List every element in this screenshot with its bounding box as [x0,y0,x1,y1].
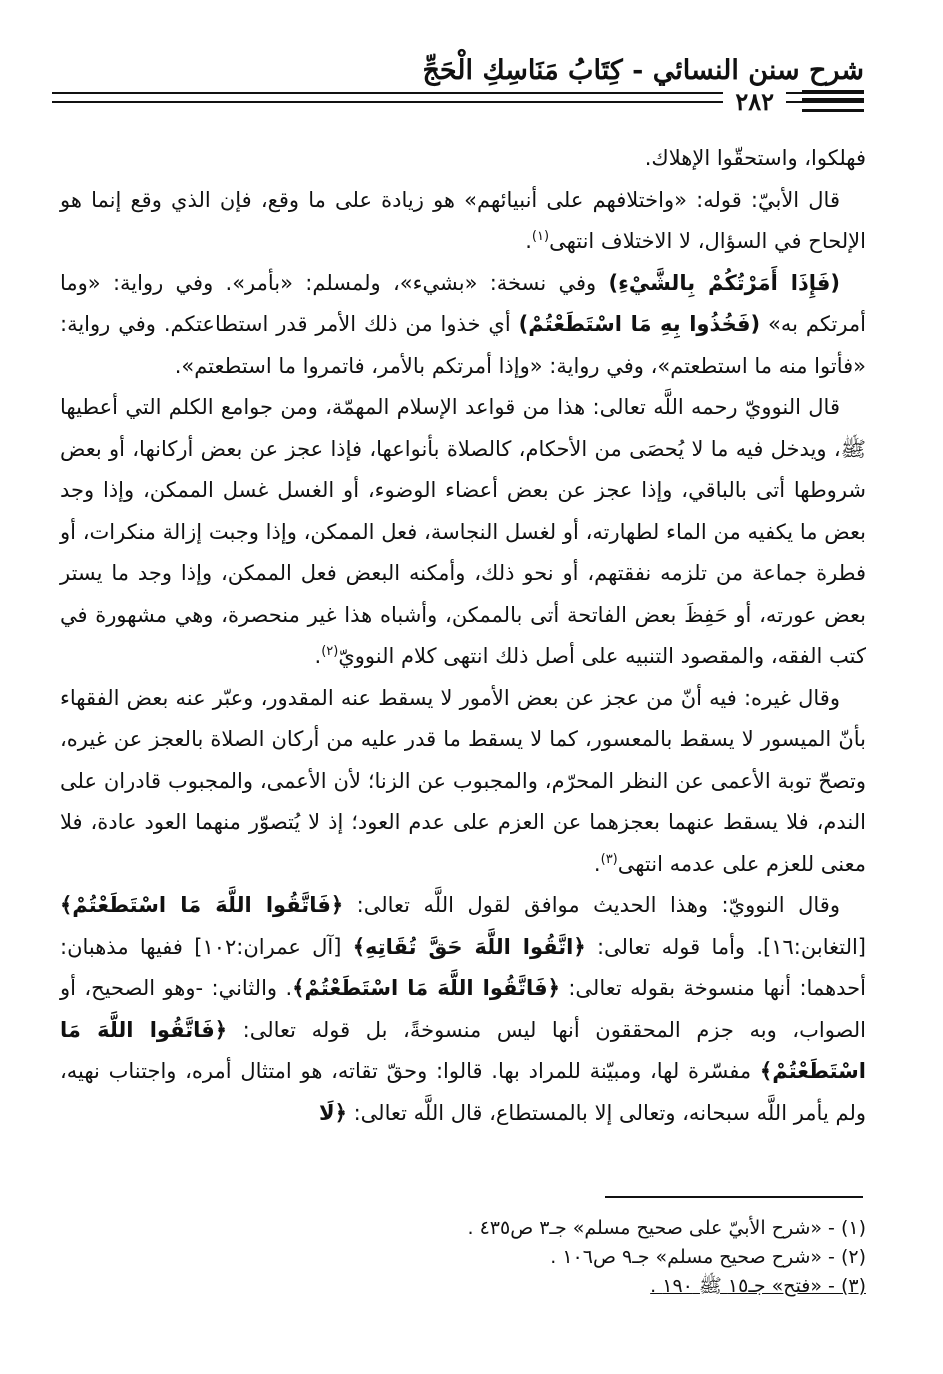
paragraph-text: مفسّرة لها، ومبيّنة للمراد بها. قالوا: وحقّ تقاته، هو امتثال أمره، واجتناب نهيه، ولم يأمر اللَّه سبحانه، وتعالى إلا بالمستطاع، قال اللَّه تعالى: [60,1059,866,1125]
footnote-separator [605,1196,863,1198]
paragraph-text: وقال غيره: فيه أنّ من عجز عن بعض الأمور لا يسقط عنه المقدور، وعبّر عنه بعض الفقهاء بأنّ الميسور لا يسقط بالمعسور، كما لا يسقط ما قدر عليه من أركان الصلاة بالعجز عن غيره، وتصحّ توبة الأعمى عن النظر المحرّم، والمجبوب عن الزنا؛ لأن الأعمى، والمجبوب قادران على الندم، فلا يسقط عنهما بعجزهما عن العزم على عدم العود؛ إذ لا يُتصوّر منهما العود عادة، فلا معنى للعزم على عدمه انتهى [60,685,866,876]
paragraph-text: . والثاني: -وهو الصحيح، أو الصواب، وبه جزم المحققون أنها ليس منسوخةً، بل قوله تعالى: [60,976,866,1042]
page-number: ٢٨٢ [723,86,786,118]
paragraph-text: فهلكوا، واستحقّوا الإهلاك. [644,146,866,170]
paragraph-text: . [314,644,322,668]
paragraph-6 [60,885,866,1134]
footnotes [60,1214,866,1301]
quran-verse: ﴿فَاتَّقُوا اللَّهَ مَا اسْتَطَعْتُمْ﴾ [60,1017,866,1083]
paragraph-4 [60,387,866,678]
paragraph-5 [60,678,866,886]
footnote-1: (١) - «شرح الأبيّ على صحيح مسلم» جـ٣ ص٤٣٥ . [467,1217,866,1239]
paragraph-text: قال النوويّ رحمه اللَّه تعالى: هذا من قواعد الإسلام المهمّة، ومن جوامع الكلم التي أعطيها ﷺ، ويدخل فيه ما لا يُحصَى من الأحكام، كالصلاة بأنواعها، فإذا عجز عن بعض أركانها، أو بعض شروطها أتى بالباقي، وإذا عجز عن بعض أعضاء الوضوء، أو الغسل غسل الممكن، وإذا وجد بعض ما يكفيه من الماء لطهارته، أو لغسل النجاسة، فعل الممكن، وإذا وجبت إزالة منكرات، أو فطرة جماعة من تلزمه نفقتهم، أو نحو ذلك، وأمكنه البعض فعل الممكن، وإذا وجد ما يستر بعض عورته، أو حَفِظَ بعض الفاتحة أتى بالممكن، وأشباه هذا غير منحصرة، وهي مشهورة في كتب الفقه، والمقصود التنبيه على أصل ذلك انتهى كلام النوويّ [60,395,866,668]
page-header [52,52,864,116]
paragraph-text: [آل عمران:١٠٢] ففيها مذهبان: أحدهما: أنها منسوخة بقوله تعالى: [60,934,866,1000]
paragraph-text: . [525,229,532,253]
footnote-ref-2[interactable]: (٢) [321,644,339,659]
paragraph-text: وقال النوويّ: وهذا الحديث موافق لقول اللَّه تعالى: [343,893,840,917]
running-title: شرح سنن النسائي - كِتَابُ مَنَاسِكِ الْحَجِّ [422,55,864,86]
quran-verse: ﴿لَا [318,1100,347,1125]
quran-verse: ﴿فَاتَّقُوا اللَّهَ مَا اسْتَطَعْتُمْ﴾ [60,893,344,917]
header-rule-ornament [802,90,864,112]
paragraph-text: [التغابن:١٦]. وأما قوله تعالى: [585,934,866,959]
quran-verse: ﴿فَاتَّقُوا اللَّهَ مَا اسْتَطَعْتُمْ﴾ [292,976,560,1000]
paragraph-3 [60,263,866,388]
footnote-3: (٣) - «فتح» جـ١٥ ﷺ ١٩٠ . [650,1275,866,1297]
hadith-quote: (فَخُذُوا بِهِ مَا اسْتَطَعْتُمْ) [518,312,761,336]
paragraph-text: قال الأبيّ: قوله: «واختلافهم على أنبيائهم» هو زيادة على ما وقع، فإن الذي وقع إنما هو الإلحاح في السؤال، لا الاختلاف انتهى [60,187,866,253]
footnote-ref-1[interactable]: (١) [531,229,550,244]
main-text [60,138,866,1134]
hadith-quote: (فَإِذَا أَمَرْتُكُمْ بِالشَّيْءِ) [608,270,841,295]
footnote-ref-3[interactable]: (٣) [600,851,618,867]
paragraph-1 [60,138,866,180]
paragraph-text: وفي نسخة: «بشيء»، ولمسلم: «بأمر». وفي رواية: «وما أمرتكم به» [60,270,866,336]
footnote-2: (٢) - «شرح صحيح مسلم» جـ٩ ص١٠٦ . [550,1246,866,1268]
quran-verse: ﴿اتَّقُوا اللَّهَ حَقَّ تُقَاتِهِ﴾ [352,934,586,959]
paragraph-text: أي خذوا من ذلك الأمر قدر استطاعتكم. وفي رواية: «فأتوا منه ما استطعتم»، وفي رواية: «وإذا أمرتكم بالأمر، فاتمروا ما استطعتم». [60,312,866,378]
paragraph-text: . [593,851,601,876]
paragraph-2 [60,180,866,263]
